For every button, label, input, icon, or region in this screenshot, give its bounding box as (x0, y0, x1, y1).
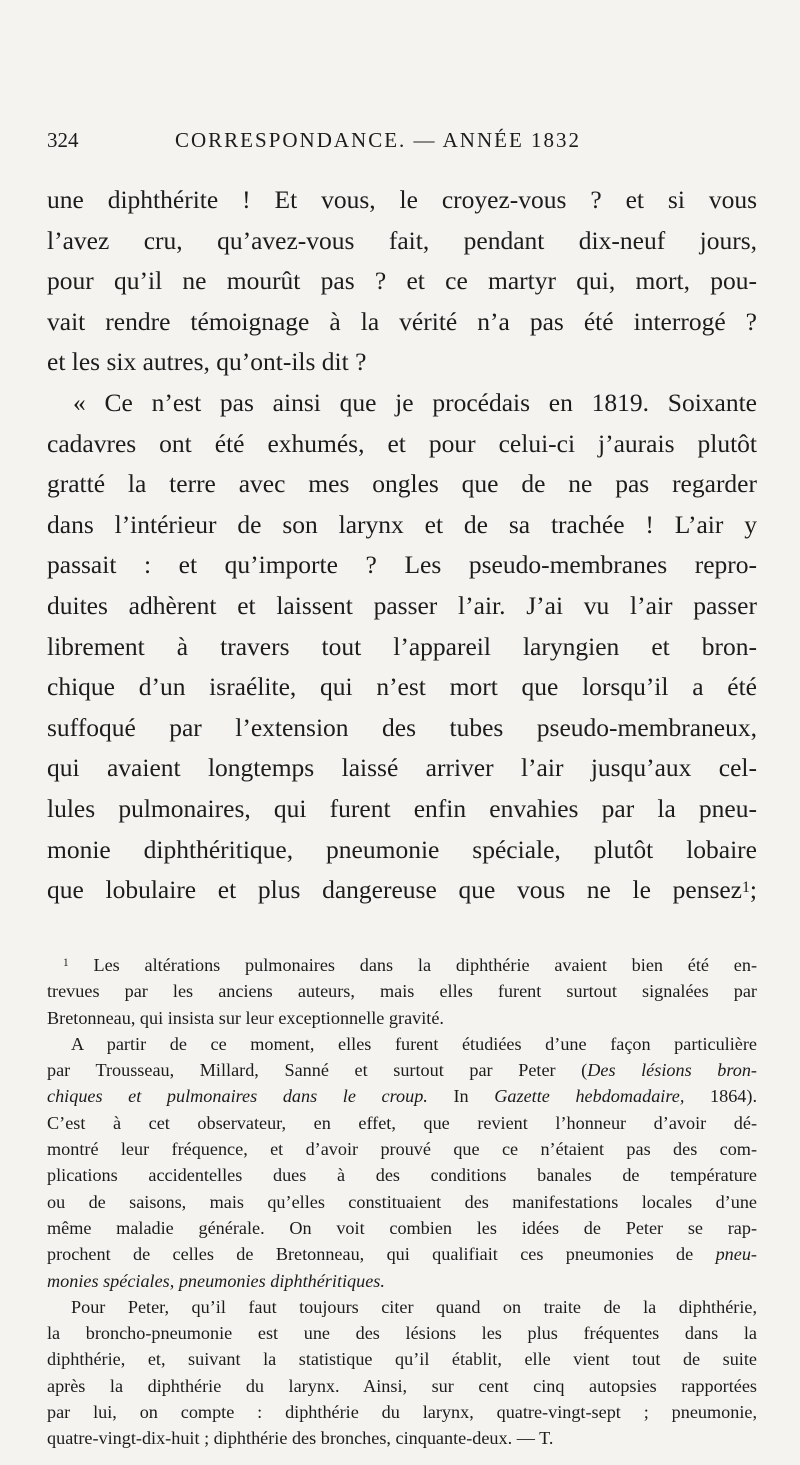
footnote (47, 952, 757, 1452)
text-line: une diphthérite ! Et vous, le croyez-vous ? et si vous (47, 185, 757, 214)
footnote-line: Bretonneau, qui insista sur leur exceptionnelle gravité. (47, 1007, 444, 1028)
footnote-text: Les altérations pulmonaires dans la diphthérie avaient bien été en- (93, 955, 758, 975)
book-title: Des lésions bron- (587, 1060, 757, 1081)
footnote-text: par Trousseau, Millard, Sanné et surtout par Peter ( (47, 1060, 588, 1081)
running-title: CORRESPONDANCE. — ANNÉE 1832 (175, 128, 582, 152)
footnote-marker: 1 (63, 957, 69, 969)
footnote-line: même maladie générale. On voit combien les idées de Peter se rap- (47, 1217, 757, 1238)
journal-title: Gazette hebdomadaire, (494, 1086, 685, 1107)
footnote-line: plications accidentelles dues à des conditions banales de température (47, 1165, 757, 1186)
text-line: pour qu’il ne mourût pas ? et ce martyr qui, mort, pou- (47, 266, 757, 296)
footnote-line: diphthérie, et, suivant la statistique qu’il établit, elle vient tout de suite (47, 1349, 757, 1370)
text-line: et les six autres, qu’ont-ils dit ? (47, 347, 367, 377)
text-line: chique d’un israélite, qui n’est mort que lorsqu’il a été (47, 672, 757, 702)
text-line: monie diphthéritique, pneumonie spéciale, plutôt lobaire (47, 834, 757, 864)
text-line: qui avaient longtemps laissé arriver l’air jusqu’aux cel- (47, 753, 757, 783)
footnote-line: montré leur fréquence, et d’avoir prouvé que ce n’étaient pas des com- (47, 1139, 757, 1160)
text-line: cadavres ont été exhumés, et pour celui-ci j’aurais plutôt (47, 428, 757, 458)
footnote-line: A partir de ce moment, elles furent étudiées d’une façon particulière (71, 1033, 757, 1054)
footnote-line: après la diphthérie du larynx. Ainsi, sur cent cinq autopsies rapportées (47, 1375, 757, 1396)
text-line: librement à travers tout l’appareil laryngien et bron- (47, 631, 757, 661)
text-line: vait rendre témoignage à la vérité n’a pas été interrogé ? (47, 306, 757, 336)
text-line: dans l’intérieur de son larynx et de sa trachée ! L’air y (47, 509, 757, 539)
footnote-line: trevues par les anciens auteurs, mais elles furent surtout signalées par (47, 981, 757, 1002)
main-text (47, 180, 757, 911)
footnote-line (47, 1241, 757, 1267)
text-line: que lobulaire et plus dangereuse que vous ne le pensez (47, 875, 742, 905)
footnote-line: la broncho-pneumonie est une des lésions les plus fréquentes dans la (47, 1323, 757, 1344)
text-line: l’avez cru, qu’avez-vous fait, pendant dix-neuf jours, (47, 225, 757, 255)
text-line: lules pulmonaires, qui furent enfin envahies par la pneu- (47, 793, 757, 823)
footnote-text: In (427, 1086, 495, 1107)
footnote-line: C’est à cet observateur, en effet, que revient l’honneur d’avoir dé- (47, 1112, 757, 1133)
text-line: duites adhèrent et laissent passer l’air. J’ai vu l’air passer (47, 590, 757, 620)
text-line: gratté la terre avec mes ongles que de ne pas regarder (47, 469, 757, 499)
footnote-line: quatre-vingt-dix-huit ; diphthérie des bronches, cinquante-deux. — T. (47, 1428, 554, 1449)
text-line: « Ce n’est pas ainsi que je procédais en 1819. Soixante (73, 387, 757, 417)
footnote-line (47, 952, 757, 978)
footnote-text: 1864). (684, 1086, 757, 1107)
text-line: suffoqué par l’extension des tubes pseudo-membraneux, (47, 712, 757, 742)
footnote-line (47, 1083, 757, 1109)
page-number: 324 (47, 128, 79, 152)
book-title: chiques et pulmonaires dans le croup. (47, 1086, 428, 1107)
footnote-line: monies spéciales, pneumonies diphthéritiques. (47, 1270, 385, 1291)
text-line-end: ; (749, 875, 757, 905)
footnote-line (47, 1057, 757, 1083)
text-line: passait : et qu’importe ? Les pseudo-membranes repro- (47, 550, 757, 580)
footnote-line: ou de saisons, mais qu’elles constituaient des manifestations locales d’une (47, 1191, 757, 1212)
footnote-line: Pour Peter, qu’il faut toujours citer quand on traite de la diphthérie, (71, 1296, 757, 1317)
footnote-text: prochent de celles de Bretonneau, qui qualifiait ces pneumonies de (47, 1244, 716, 1265)
text-line-with-note (47, 870, 757, 911)
emphasis-text: pneu- (715, 1244, 757, 1265)
footnote-line: par lui, on compte : diphthérie du larynx, quatre-vingt-sept ; pneumonie, (47, 1402, 757, 1423)
footnote-reference: 1 (742, 879, 750, 897)
